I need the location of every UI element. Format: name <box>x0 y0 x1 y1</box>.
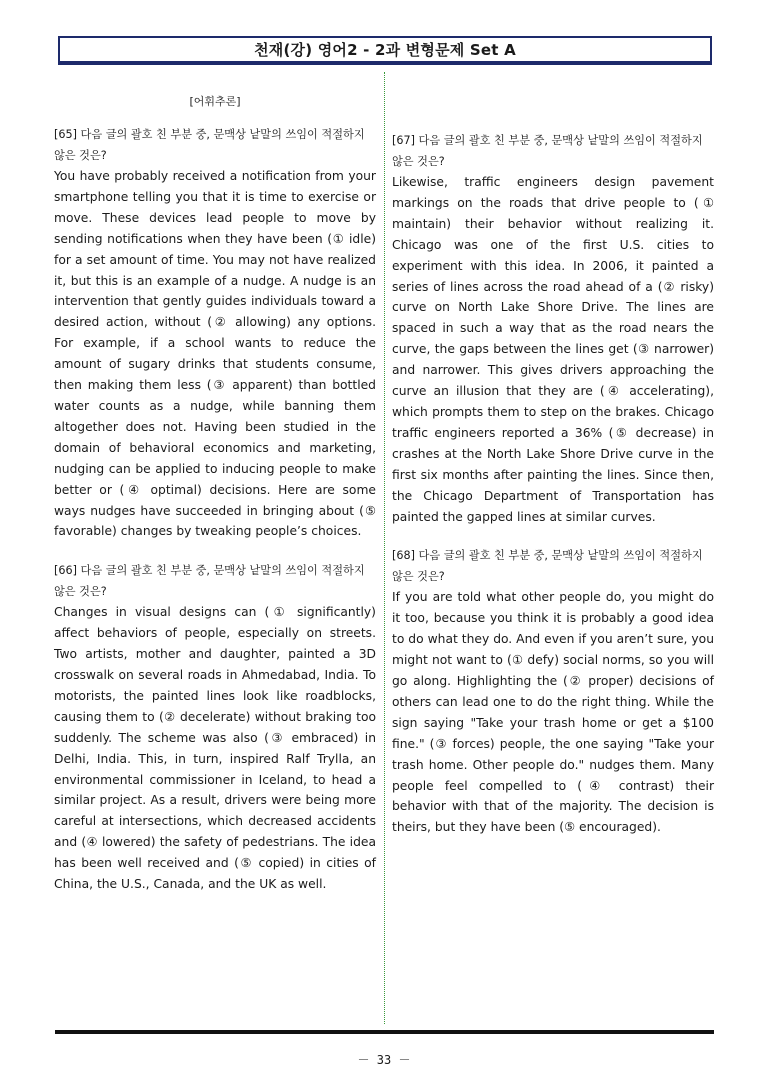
page-title: 천재(강) 영어2 - 2과 변형문제 Set A <box>254 41 516 59</box>
column-divider <box>384 72 385 1024</box>
question-65-head: [65] 다음 글의 괄호 친 부분 중, 문맥상 낱말의 쓰임이 적절하지 않은 것은? <box>54 128 365 162</box>
question-67-body: Likewise, traffic engineers design pavement markings on the roads that drive people to (① maintain) their behavior without realizing it. Chicago was one of the first U.S. cities to experiment with this idea. In 2006, it painted a series of lines across the road ahead of a (② risky) curve on North Lake Shore Drive. The lines are spaced in such a way that as the road nears the curve, the gaps between the lines get (③ narrower) and narrower. This gives drivers approaching the curve an illusion that they are (④ accelerating), which prompts them to step on the brakes. Chicago traffic engineers reported a 36% (⑤ decrease) in crashes at the North Lake Shore Drive curve in the first six months after painting the lines. Since then, the Chicago Department of Transportation has painted the gapped lines at similar curves. <box>392 175 714 524</box>
question-66-head: [66] 다음 글의 괄호 친 부분 중, 문맥상 낱말의 쓰임이 적절하지 않은 것은? <box>54 564 365 599</box>
footer-rule <box>55 1030 714 1034</box>
page-number: － 33 － <box>357 1053 411 1067</box>
right-column <box>392 130 714 856</box>
question-66 <box>54 560 376 895</box>
question-68 <box>392 545 714 838</box>
left-column <box>54 86 376 913</box>
question-68-body: If you are told what other people do, you might do it too, because you think it is probably a good idea to do what they do. And even if you aren’t sure, you might not want to (① defy) social norms, so you will go along. Highlighting the (② proper) decisions of others can lead one to do the right thing. While the sign saying "Take your trash home or get a $100 fine." (③ forces) people, the one saying "Take your trash home. Other people do." nudges them. Many people feel compelled to (④ contrast) their behavior with that of the majority. The decision is theirs, but they have been (⑤ encouraged). <box>392 590 714 835</box>
question-65-body: You have probably received a notification from your smartphone telling you that it is time to exercise or move. These devices lead people to move by sending notifications when they have been (① idle) for a set amount of time. You may not have realized it, but this is an example of a nudge. A nudge is an intervention that gently guides individuals toward a desired action, without (② allowing) any options. For example, if a school wants to reduce the amount of sugary drinks that students consume, then making them less (③ apparent) than bottled water counts as a nudge, while banning them altogether does not. Having been studied in the domain of behavioral economics and marketing, nudging can be applied to inducing people to make better or (④ optimal) decisions. Here are some ways nudges have succeeded in bringing about (⑤ favorable) changes by tweaking people’s choices. <box>54 169 376 539</box>
question-67 <box>392 130 714 527</box>
question-66-body: Changes in visual designs can (① significantly) affect behaviors of people, especially on streets. Two artists, mother and daughter, painted a 3D crosswalk on several roads in Ahmedabad, India. To motorists, the painted lines look like roadblocks, causing them to (② decelerate) without braking too suddenly. The scheme was also (③ embraced) in Delhi, India. This, in turn, inspired Ralf Trylla, an environmental commissioner in Iceland, to head a similar project. As a result, drivers were being more careful at intersections, which decreased accidents and (④ lowered) the safety of pedestrians. The idea has been well received and (⑤ copied) in cities of China, the U.S., Canada, and the UK as well. <box>54 605 376 892</box>
question-68-head: [68] 다음 글의 괄호 친 부분 중, 문맥상 낱말의 쓰임이 적절하지 않은 것은? <box>392 549 703 584</box>
question-67-head: [67] 다음 글의 괄호 친 부분 중, 문맥상 낱말의 쓰임이 적절하지 않은 것은? <box>392 134 703 168</box>
header-box <box>58 36 712 65</box>
question-65 <box>54 124 376 542</box>
section-label: [어휘추론] <box>189 95 241 108</box>
